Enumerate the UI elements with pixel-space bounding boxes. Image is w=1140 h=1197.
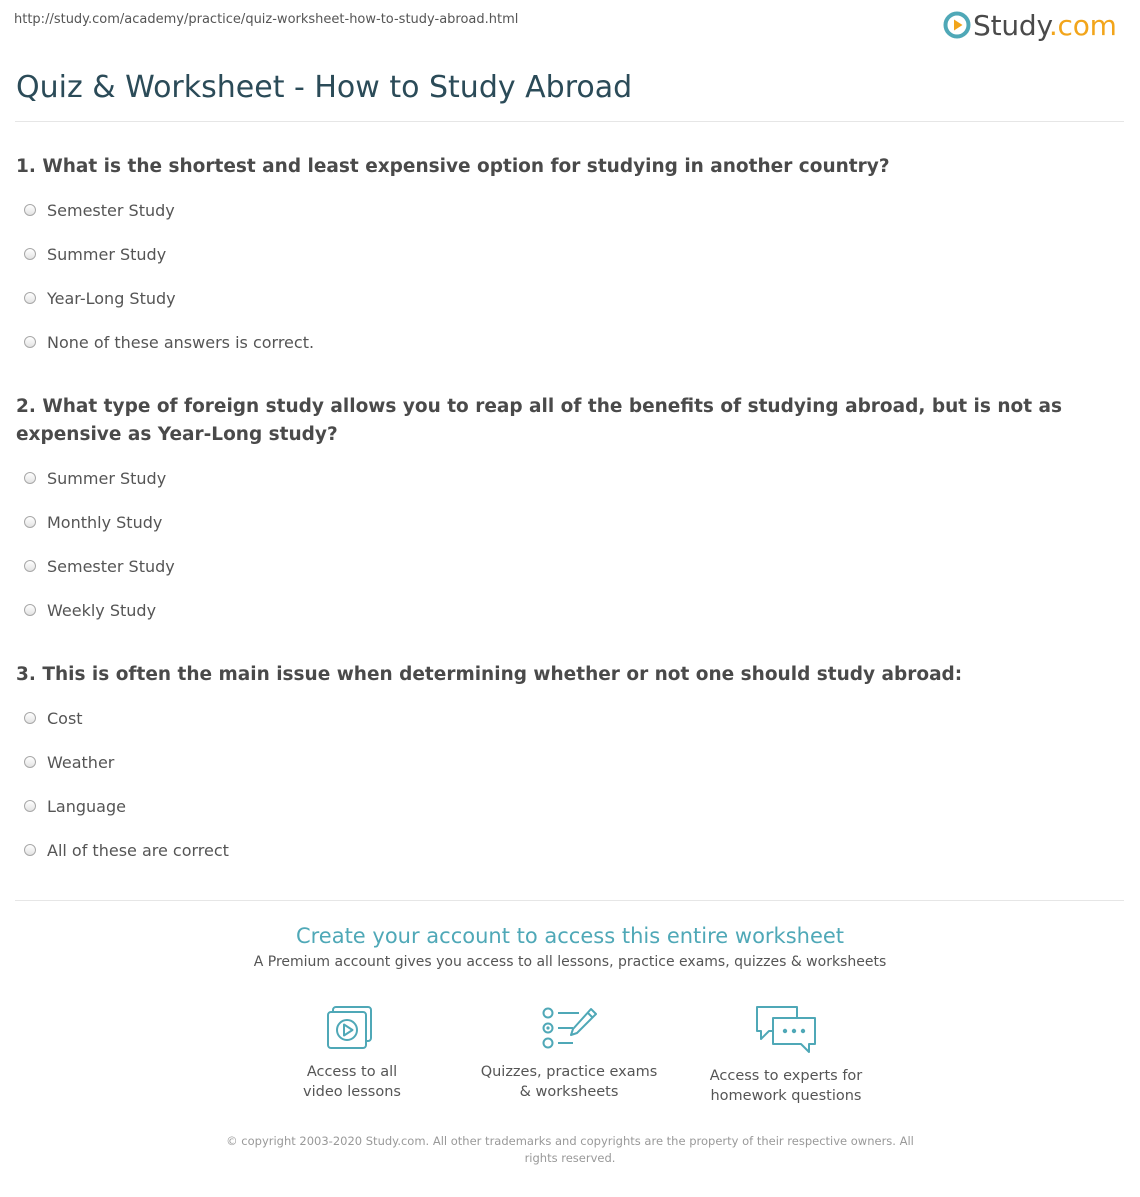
answer-option[interactable] [24, 511, 162, 533]
answer-label: Cost [47, 708, 83, 728]
radio-button[interactable] [24, 800, 36, 812]
page-title: Quiz & Worksheet - How to Study Abroad [16, 70, 633, 105]
create-account-link[interactable]: Create your account to access this entire worksheet [295, 924, 845, 948]
play-circle-icon [943, 11, 971, 39]
radio-button[interactable] [24, 712, 36, 724]
feature-line1: Access to all [306, 1064, 398, 1080]
feature-line2: & worksheets [519, 1084, 619, 1100]
logo-wordmark [973, 9, 1117, 42]
answer-option[interactable] [24, 331, 314, 353]
answer-option[interactable] [24, 287, 176, 309]
answer-label: Weather [47, 752, 115, 772]
question-1: 1. What is the shortest and least expensive option for studying in another country? [16, 156, 890, 177]
answer-label: Semester Study [47, 200, 175, 220]
feature-experts [686, 1004, 886, 1106]
page-url: http://study.com/academy/practice/quiz-worksheet-how-to-study-abroad.html [14, 12, 519, 27]
radio-button[interactable] [24, 336, 36, 348]
radio-button[interactable] [24, 292, 36, 304]
answer-label: Summer Study [47, 468, 167, 488]
answer-option[interactable] [24, 467, 166, 489]
answer-label: Language [47, 796, 126, 816]
radio-button[interactable] [24, 756, 36, 768]
feature-line2: homework questions [710, 1088, 862, 1104]
feature-line1: Access to experts for [709, 1068, 863, 1084]
question-2: 2. What type of foreign study allows you to reap all of the benefits of studying abroad, but is not as expensive as Year-Long study? [16, 396, 1062, 445]
radio-button[interactable] [24, 248, 36, 260]
answer-option[interactable] [24, 199, 175, 221]
answer-option[interactable] [24, 839, 229, 861]
question-3: 3. This is often the main issue when determining whether or not one should study abroad: [16, 664, 963, 685]
answer-label: None of these answers is correct. [47, 332, 315, 352]
radio-button[interactable] [24, 516, 36, 528]
answer-option[interactable] [24, 751, 114, 773]
quiz-checklist-icon [539, 1004, 599, 1052]
radio-button[interactable] [24, 844, 36, 856]
radio-button[interactable] [24, 560, 36, 572]
answer-label: Monthly Study [47, 512, 163, 532]
answer-label: Year-Long Study [47, 288, 176, 308]
video-lessons-icon [324, 1004, 380, 1052]
radio-button[interactable] [24, 204, 36, 216]
feature-line1: Quizzes, practice exams [480, 1064, 658, 1080]
chat-bubbles-icon [753, 1004, 819, 1056]
cta-subtitle: A Premium account gives you access to all lessons, practice exams, quizzes & worksheets [253, 954, 887, 970]
answer-label: All of these are correct [47, 840, 229, 860]
title-divider [15, 121, 1124, 122]
answer-label: Summer Study [47, 244, 167, 264]
answer-option[interactable] [24, 555, 175, 577]
feature-quizzes [469, 1004, 669, 1102]
logo-name: Study [973, 8, 1049, 42]
answer-label: Semester Study [47, 556, 175, 576]
feature-line2: video lessons [303, 1084, 401, 1100]
answer-option[interactable] [24, 707, 83, 729]
study-logo[interactable] [943, 6, 1118, 44]
feature-video-lessons [252, 1004, 452, 1102]
answer-option[interactable] [24, 599, 156, 621]
answer-option[interactable] [24, 795, 126, 817]
logo-suffix: .com [1048, 8, 1117, 42]
radio-button[interactable] [24, 472, 36, 484]
answer-option[interactable] [24, 243, 166, 265]
answer-label: Weekly Study [47, 600, 157, 620]
cta-divider [15, 900, 1124, 901]
radio-button[interactable] [24, 604, 36, 616]
copyright-notice: © copyright 2003-2020 Study.com. All other trademarks and copyrights are the property of their respective owners. All rights reserved. [226, 1134, 914, 1165]
